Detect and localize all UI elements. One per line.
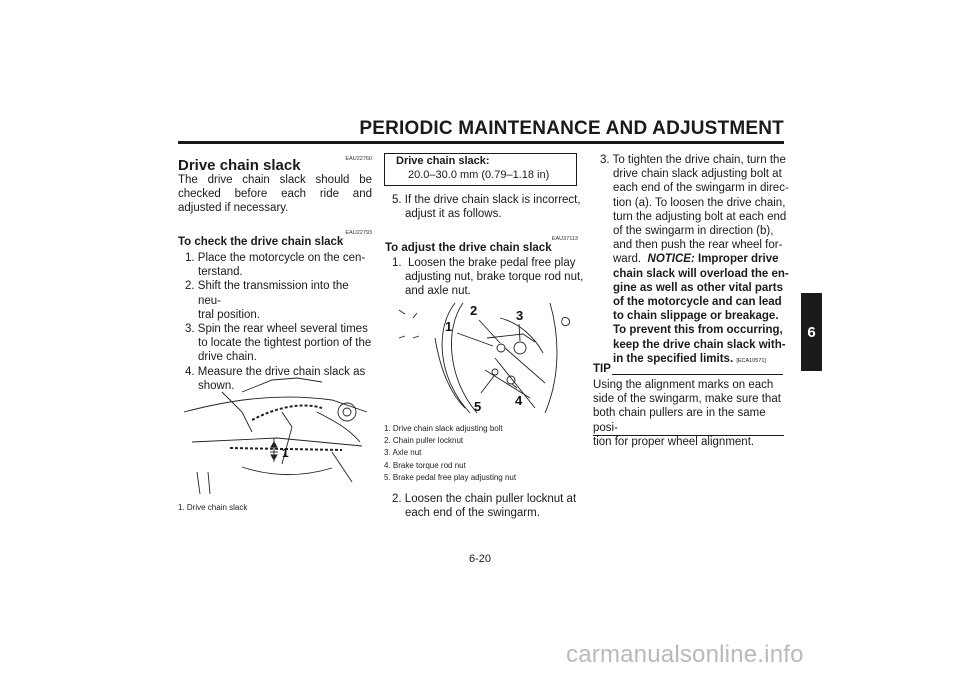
figure1-legend: 1. Drive chain slack bbox=[178, 503, 248, 512]
section-heading: Drive chain slack bbox=[178, 157, 301, 174]
tip-bottom-rule bbox=[593, 435, 784, 436]
chain-adjuster-illustration bbox=[395, 298, 581, 418]
notice-label: NOTICE: bbox=[647, 253, 695, 266]
header-rule bbox=[178, 141, 784, 144]
tip-rule bbox=[612, 374, 783, 375]
figure2-legend bbox=[384, 423, 516, 484]
chain-slack-illustration bbox=[182, 372, 374, 498]
check-step-2: 2. Shift the transmission into the neu- tral position. bbox=[185, 280, 349, 321]
spec-label: Drive chain slack: bbox=[396, 155, 490, 167]
check-step-4: 4. Measure the drive chain slack as shown. bbox=[185, 365, 366, 392]
legend-item: 3. Axle nut bbox=[384, 448, 422, 458]
adjust-step-1: 1. Loosen the brake pedal free play adjusting nut, brake torque rod nut, and axle nut. bbox=[392, 257, 584, 298]
legend-item: 5. Brake pedal free play adjusting nut bbox=[384, 472, 517, 482]
callout-axle-nut: 3 bbox=[516, 308, 524, 323]
legend-item: 4. Brake torque rod nut bbox=[384, 460, 466, 470]
adjust-code: EAU37113 bbox=[551, 236, 578, 242]
check-step-1: 1. Place the motorcycle on the cen- terstand. bbox=[185, 252, 366, 279]
intro-paragraph: The drive chain slack should be checked before each ride and adjusted if necessary. bbox=[178, 174, 372, 215]
adjust-step-3: 3. To tighten the drive chain, turn the drive chain slack adjusting bolt at each end of the swingarm in direc- tion (a). To loosen the drive chain, turn the adjusting bolt at each end of the swingarm in direction (b), and then push the rear wheel for- ward. NOTICE: Improper drive chain slack will overload the en- gine as well as other vital parts of the motorcycle and can lead to chain slippage or breakage. To prevent this from occurring, keep the drive chain slack with- in the specified limits. [ECA10571] bbox=[600, 154, 789, 365]
spec-value: 20.0–30.0 mm (0.79–1.18 in) bbox=[408, 169, 550, 181]
page-number: 6-20 bbox=[468, 553, 492, 565]
notice-code: [ECA10571] bbox=[736, 357, 767, 364]
adjust-step-2: 2. Loosen the chain puller locknut at each end of the swingarm. bbox=[392, 493, 577, 520]
callout-adjusting-bolt: 1 bbox=[445, 319, 453, 334]
section-code: EAU22760 bbox=[345, 156, 372, 162]
subsection-heading: To check the drive chain slack bbox=[178, 236, 344, 248]
callout-chain-puller-locknut: 2 bbox=[470, 303, 478, 318]
page-header-title: PERIODIC MAINTENANCE AND ADJUSTMENT bbox=[359, 118, 784, 139]
tip-body: Using the alignment marks on each side of the swingarm, make sure that both chain pullers are in the same posi- tion for proper wheel alignment. bbox=[593, 379, 781, 448]
tip-title: TIP bbox=[593, 363, 611, 375]
callout-brake-torque-rod-nut: 4 bbox=[515, 393, 523, 408]
watermark: carmanualsonline.info bbox=[566, 641, 804, 668]
check-step-3: 3. Spin the rear wheel several times to locate the tightest portion of the drive chain. bbox=[185, 323, 372, 364]
check-step-5: 5. If the drive chain slack is incorrect, adjust it as follows. bbox=[392, 194, 581, 221]
callout-1: 1 bbox=[282, 446, 289, 460]
subsection-code: EAU22793 bbox=[345, 230, 372, 236]
callout-brake-pedal-nut: 5 bbox=[474, 399, 482, 414]
legend-item: 2. Chain puller locknut bbox=[384, 436, 464, 446]
adjust-heading: To adjust the drive chain slack bbox=[385, 242, 552, 254]
legend-item: 1. Drive chain slack adjusting bolt bbox=[384, 424, 503, 433]
chapter-tab: 6 bbox=[801, 293, 822, 371]
